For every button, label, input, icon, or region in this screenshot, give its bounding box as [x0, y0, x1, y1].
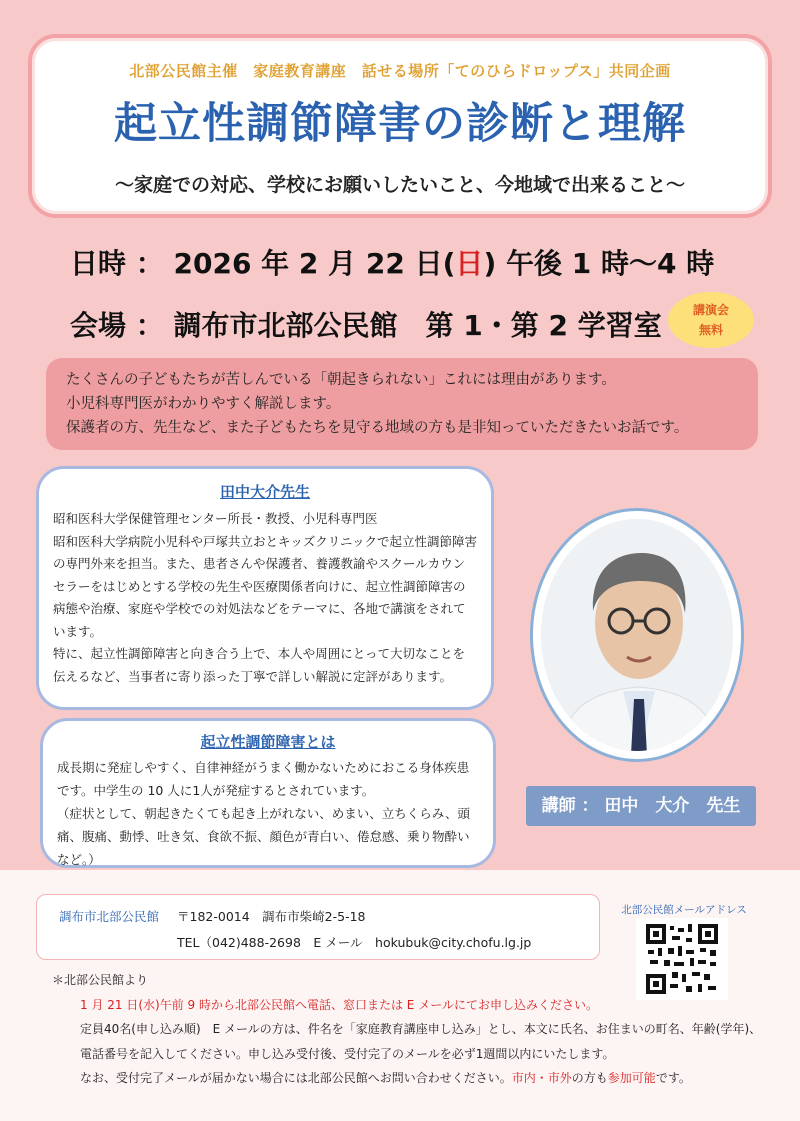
- notes-apply: 1 月 21 日(水)午前 9 時から北部公民館へ電話、窓口または E メールにてお申し込みください。: [80, 997, 598, 1012]
- free-badge-line2: 無料: [698, 323, 723, 337]
- notes-contact-a: なお、受付完了メールが届かない場合には北部公民館へお問い合わせください。: [80, 1071, 512, 1085]
- intro-panel: [46, 358, 758, 450]
- day-of-week: 日: [455, 247, 484, 280]
- notes-contact: [52, 1066, 772, 1091]
- qr-label: 北部公民館メールアドレス: [621, 904, 747, 916]
- application-notes: [52, 968, 772, 1091]
- datetime-rest: ) 午後 1 時～4 時: [483, 247, 715, 280]
- lecturer-bio-1: 昭和医科大学病院小児科や戸塚共立おとキッズクリニックで起立性調節障害の専門外来を担当。また、患者さんや保護者、養護教諭やスクールカウンセラーをはじめとする学校の先生や医療関係者向けに、起立性調節障害の病態や治療、家庭や学校での対処法などをテーマに、各地で講演をされています。: [53, 533, 478, 639]
- speaker-label: 講師 ： 田中 大介 先生: [526, 786, 756, 826]
- organizer-line: 北部公民館主催 家庭教育講座 話せる場所「てのひらドロップス」共同企画: [129, 62, 671, 80]
- lecturer-portrait-icon: [541, 519, 733, 751]
- lecturer-photo-frame: [530, 508, 744, 762]
- notes-contact-d: 参加可能: [607, 1071, 656, 1085]
- event-venue: 会場 ： 調布市北部公民館 第 1・第 2 学習室: [70, 309, 662, 342]
- datetime-label: 日時 ： 2026 年 2 月 22 日(: [70, 247, 456, 280]
- contact-panel: [36, 894, 600, 960]
- intro-line-3: 保護者の方、先生など、また子どもたちを見守る地域の方も是非知っていただきたいお話です。: [66, 420, 689, 436]
- about-panel: [40, 718, 496, 868]
- notes-from: ＊北部公民館より: [52, 973, 149, 987]
- contact-tel-email: TEL（042)488-2698 E メール hokubuk@city.chofu.lg.jp: [177, 935, 532, 950]
- page-subtitle: ～家庭での対応、学校にお願いしたいこと、今地域で出来ること～: [114, 174, 685, 196]
- free-badge: [668, 292, 754, 348]
- about-text-1: 成長期に発症しやすく、自律神経がうまく働かないためにおこる身体疾患です。中学生の 10 人に1人が発症するとされています。: [57, 760, 470, 798]
- page-title: 起立性調節障害の診断と理解: [114, 99, 686, 149]
- contact-name: 調布市北部公民館: [59, 909, 160, 924]
- event-datetime: [70, 242, 714, 282]
- intro-line-1: たくさんの子どもたちが苦しんでいる「朝起きられない」これには理由があります。: [66, 372, 616, 388]
- lecturer-title: 昭和医科大学保健管理センター所長・教授、小児科専門医: [53, 511, 378, 526]
- title-panel: [28, 34, 772, 218]
- about-text-2: （症状として、朝起きたくても起き上がれない、めまい、立ちくらみ、頭痛、腹痛、動悸、吐き気、食欲不振、顔色が青白い、倦怠感、乗り物酔いなど。）: [57, 806, 471, 867]
- notes-capacity: 定員40名(申し込み順) E メールの方は、件名を「家庭教育講座申し込み」とし、本文に氏名、お住まいの町名、年齢(学年)、電話番号を記入してください。申し込み受付後、受付完了のメールを必ず1週間以内にいたします。: [80, 1022, 762, 1061]
- lecturer-name: 田中大介先生: [219, 483, 310, 501]
- free-badge-line1: 講演会: [692, 303, 729, 317]
- notes-contact-e: です。: [655, 1071, 691, 1085]
- intro-line-2: 小児科専門医がわかりやすく解説します。: [66, 396, 341, 412]
- notes-contact-b: 市内・市外: [511, 1071, 572, 1085]
- lecturer-bio-2: 特に、起立性調節障害と向き合う上で、本人や周囲にとって大切なことを伝えるなど、当事者に寄り添った丁寧で詳しい解説に定評があります。: [53, 646, 466, 684]
- contact-address: 〒182-0014 調布市柴崎2-5-18: [177, 909, 366, 924]
- lecturer-photo: [541, 519, 733, 751]
- notes-contact-c: の方も: [571, 1071, 608, 1085]
- about-title: 起立性調節障害とは: [200, 733, 336, 751]
- lecturer-panel: [36, 466, 494, 710]
